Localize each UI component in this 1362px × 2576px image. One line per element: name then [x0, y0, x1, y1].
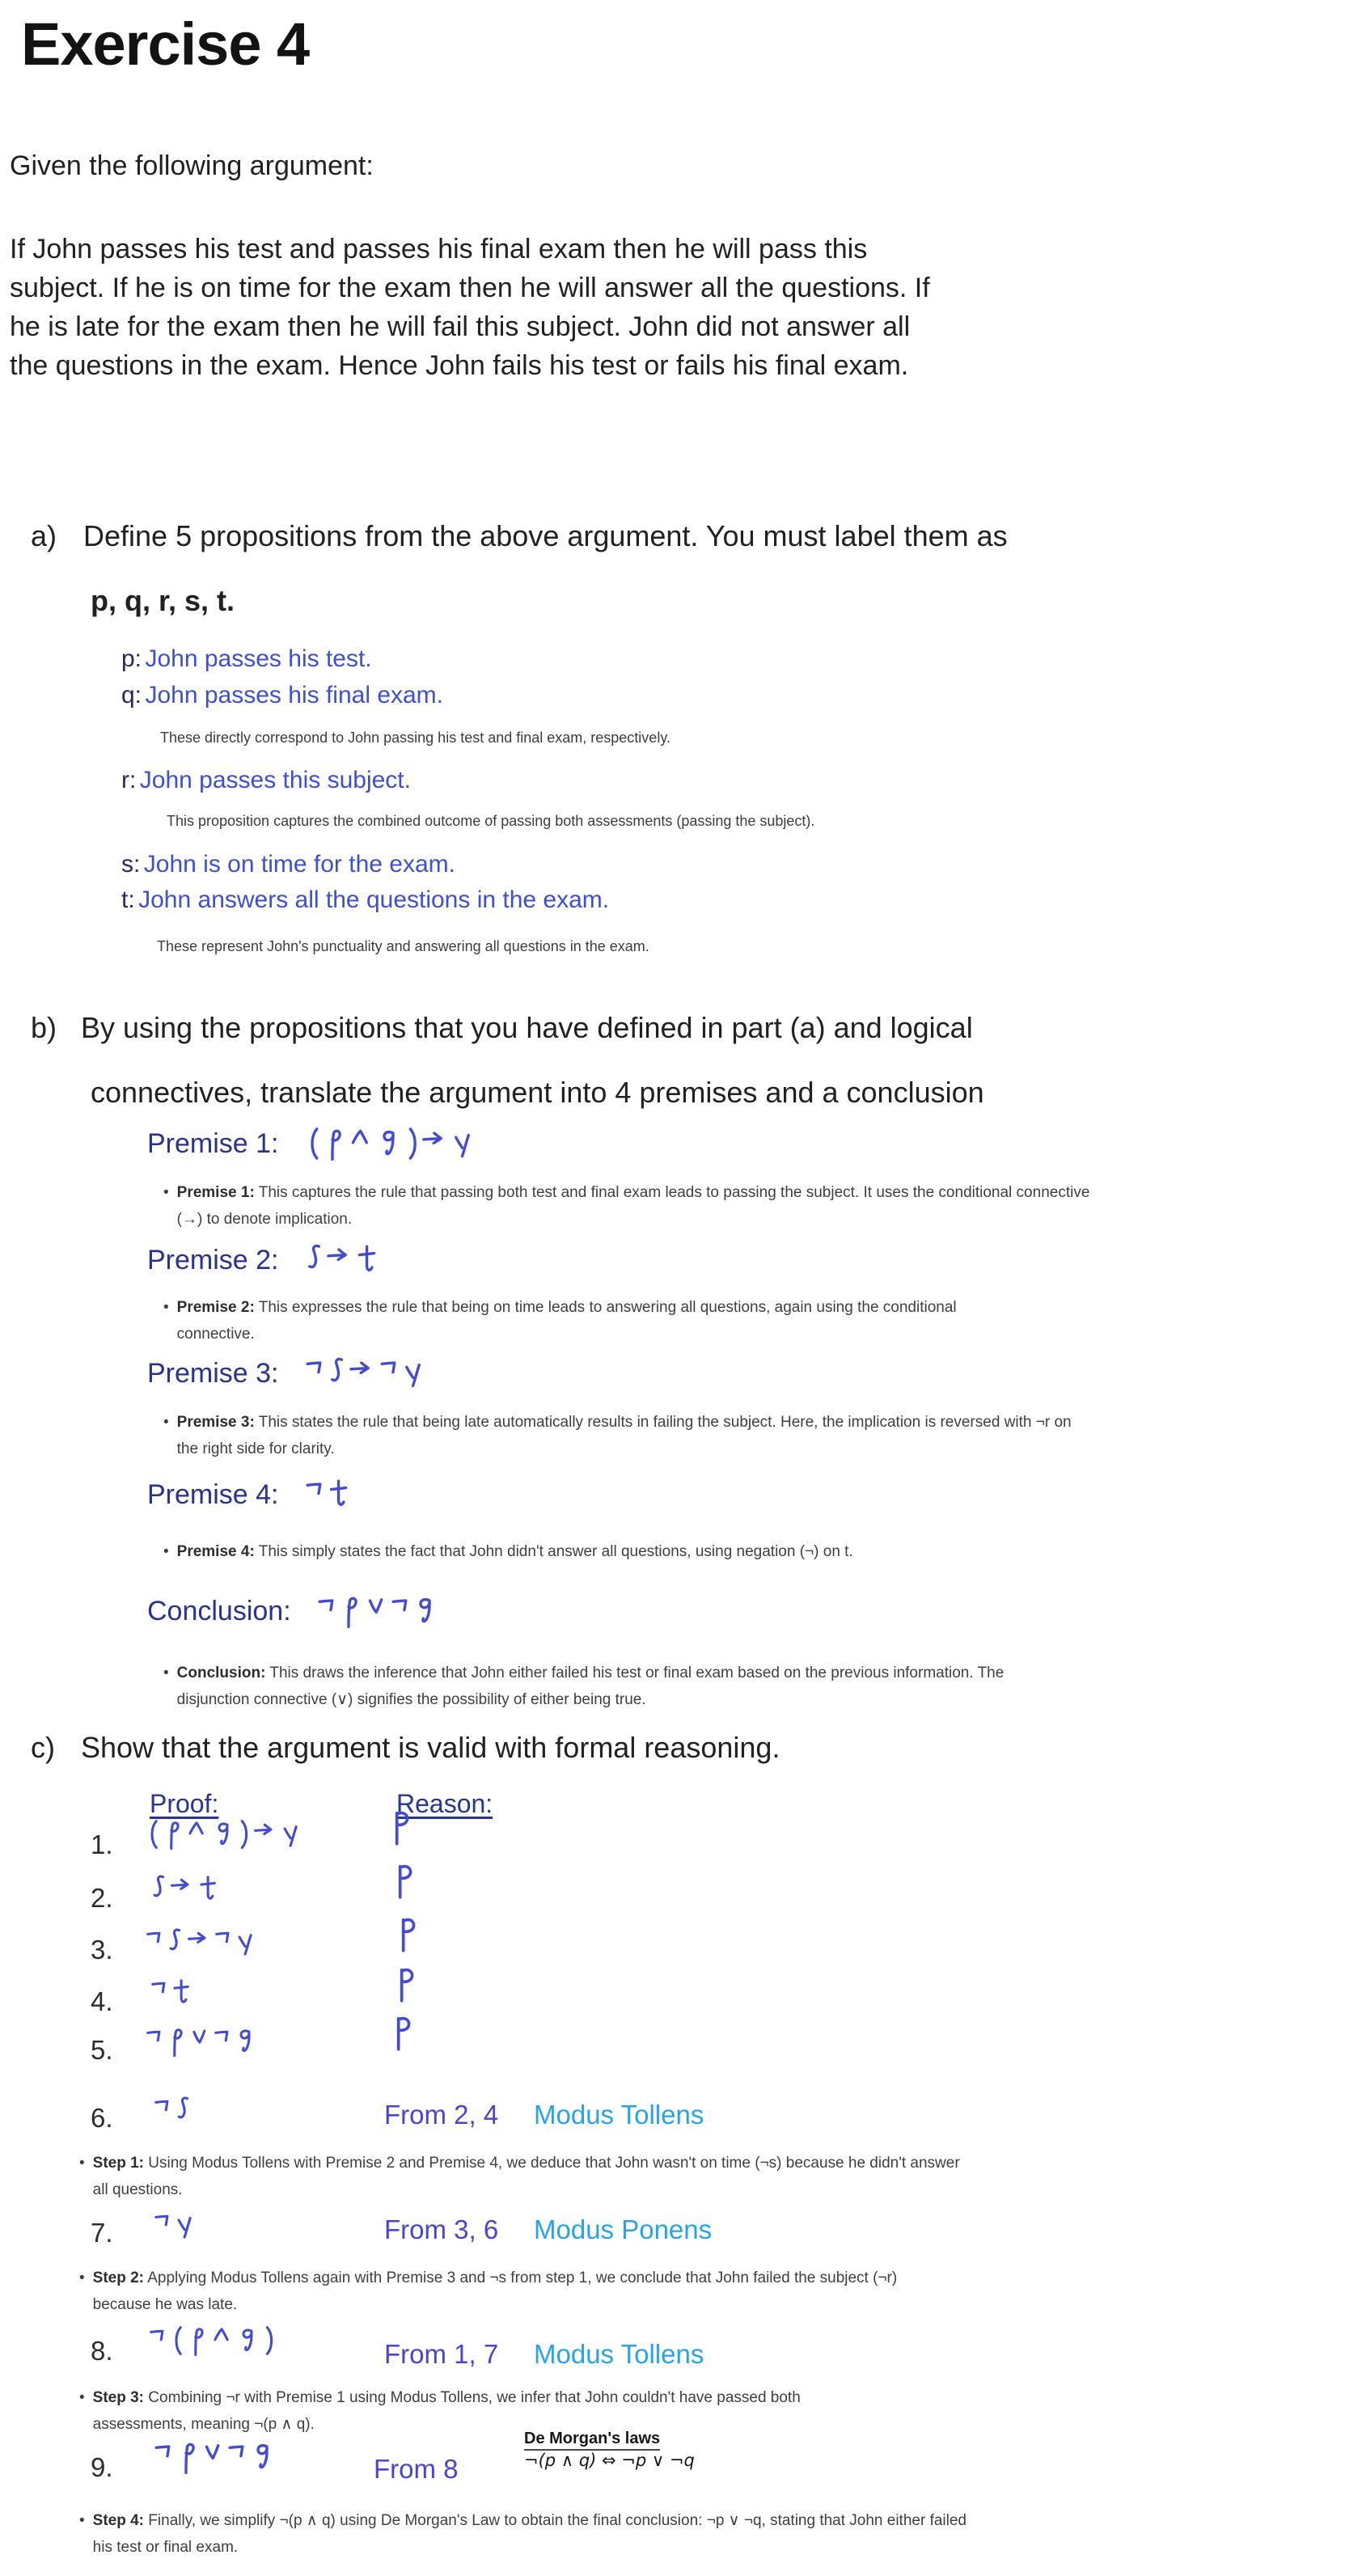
hw-glyph [235, 2324, 256, 2357]
bullet-marker: • [163, 1414, 169, 1431]
proof-row-5-reason [388, 2014, 416, 2053]
hw-glyph [252, 1818, 276, 1851]
proposition-r [121, 767, 411, 794]
proof-row-5-formula [144, 2025, 257, 2058]
conclusion-row [147, 1593, 438, 1629]
proposition-s-text: John is on time for the exam. [143, 851, 455, 878]
hw-glyph [168, 2324, 183, 2357]
part-a-label: a) [31, 519, 57, 552]
hw-glyph [233, 2025, 254, 2058]
hw-glyph [325, 1242, 351, 1278]
proof-row-1-reason [387, 1808, 414, 1847]
part-b-prompt-line1: By using the propositions that you have defined in part (a) and logical [81, 1011, 973, 1044]
hw-glyph [176, 2439, 199, 2475]
proof-row-1-num: 1. [91, 1829, 113, 1859]
hw-glyph [400, 1356, 422, 1391]
hw-glyph [303, 1356, 324, 1391]
premise-3-note-text: Premise 3: This states the rule that being late automatically results in failing the subject. Here, the implication is reversed with ¬r on the right side for clarity. [176, 1414, 1072, 1457]
premise-3-formula [303, 1356, 426, 1391]
proof-row-3-reason [393, 1915, 421, 1954]
hw-glyph [303, 1126, 319, 1161]
hw-glyph [354, 1242, 376, 1278]
proof-row-4-num: 4. [91, 1986, 113, 2016]
note-pq: These directly correspond to John passing his test and final exam, respectively. [160, 730, 670, 746]
premise-3-row [147, 1356, 426, 1391]
conclusion-label: Conclusion: [147, 1595, 291, 1626]
hw-glyph [211, 1818, 232, 1851]
hw-glyph [322, 1126, 345, 1161]
step-4-note [79, 2507, 985, 2561]
bullet-marker: • [163, 1184, 169, 1201]
hw-glyph [402, 1126, 417, 1161]
hw-glyph [348, 1126, 372, 1161]
conclusion-formula [315, 1593, 438, 1629]
proof-row-2-num: 2. [91, 1883, 113, 1913]
hw-glyph [412, 1593, 435, 1629]
proposition-s-label: s: [121, 851, 141, 878]
hw-glyph [378, 1356, 398, 1391]
proposition-p-text: John passes his test. [145, 645, 372, 672]
bullet-marker: • [163, 1664, 169, 1681]
premise-2-note-text: Premise 2: This expresses the rule that being on time leads to answering all questions, again using the conditional connective. [176, 1299, 957, 1343]
proof-row-8-formula [147, 2324, 277, 2357]
hw-glyph [165, 1927, 182, 1959]
premise-3-label: Premise 3: [147, 1357, 279, 1389]
bullet-marker: • [163, 1299, 169, 1316]
proposition-q-label: q: [121, 682, 142, 709]
proof-row-7-from: From 3, 6 [384, 2214, 499, 2244]
hw-glyph [197, 1873, 217, 1906]
hw-glyph [152, 2439, 172, 2475]
proof-row-7-num: 7. [91, 2218, 113, 2248]
proposition-t [121, 886, 609, 914]
hw-glyph [210, 2324, 232, 2357]
proof-row-4-reason [391, 1965, 419, 2004]
part-c-label: c) [31, 1731, 55, 1764]
page-title: Exercise 4 [21, 11, 310, 78]
conclusion-note [163, 1660, 1029, 1713]
step-4-text: Step 4: Finally, we simplify ¬(p ∧ q) using De Morgan's Law to obtain the final conclusion: ¬p ∨ ¬q, stating that John either failed his test or final exam. [92, 2512, 967, 2556]
reason-header: Reason: [396, 1789, 493, 1818]
proof-row-6-from: From 2, 4 [384, 2100, 499, 2130]
proposition-t-label: t: [121, 886, 135, 913]
proposition-s [121, 851, 455, 878]
premise-1-note [163, 1179, 1093, 1233]
premise-3-note [163, 1409, 1081, 1462]
proof-row-9-formula [152, 2439, 275, 2475]
hw-glyph [186, 1927, 209, 1959]
bullet-marker: • [79, 2389, 85, 2406]
part-b-label: b) [31, 1011, 57, 1044]
step-1-note [79, 2150, 977, 2203]
proof-row-1-formula [144, 1818, 302, 1851]
hw-glyph [170, 1977, 190, 2009]
hw-glyph [162, 1818, 183, 1851]
step-3-text: Step 3: Combining ¬r with Premise 1 using Modus Tollens, we infer that John couldn't have passed both assessments, meaning ¬(p ∧ q). [92, 2389, 801, 2433]
hw-glyph [152, 2210, 170, 2242]
hw-glyph [144, 1927, 162, 1959]
proof-row-2-formula [149, 1873, 219, 1906]
hw-glyph [303, 1242, 322, 1278]
proof-row-2-reason [390, 1862, 417, 1901]
note-st: These represent John's punctuality and answering all questions in the exam. [157, 938, 649, 954]
proof-header: Proof: [150, 1789, 219, 1818]
proof-row-6-rule: Modus Tollens [534, 2100, 704, 2130]
hw-glyph [375, 1126, 399, 1161]
proof-row-4-formula [149, 1977, 193, 2009]
step-3-note [79, 2384, 872, 2438]
premise-2-row [147, 1242, 379, 1278]
de-morgan-block [524, 2430, 695, 2470]
premise-4-note-text: Premise 4: This simply states the fact that John didn't answer all questions, using negation (¬) on t. [176, 1543, 853, 1560]
argument-line-3: he is late for the exam then he will fail this subject. John did not answer all [10, 311, 911, 342]
step-2-text: Step 2: Applying Modus Tollens again with Premise 3 and ¬s from step 1, we conclude that John failed the subject (¬r) because he was late. [92, 2269, 898, 2313]
proposition-p-label: p: [121, 645, 142, 672]
hw-glyph [260, 2324, 274, 2357]
hw-glyph [147, 2324, 165, 2357]
intro-text: Given the following argument: [10, 150, 374, 181]
hw-glyph [391, 1965, 416, 2004]
step-1-text: Step 1: Using Modus Tollens with Premise 2 and Premise 4, we deduce that John wasn't on time (¬s) because he didn't answer all questions. [92, 2155, 960, 2198]
proposition-q [121, 682, 443, 709]
premise-2-formula [303, 1242, 380, 1278]
hw-glyph [189, 2025, 209, 2058]
hw-glyph [387, 1808, 411, 1847]
proof-row-8-num: 8. [91, 2336, 113, 2366]
part-a-prompt-line1: Define 5 propositions from the above argument. You must label them as [83, 519, 1008, 552]
hw-glyph [234, 1927, 254, 1959]
premise-4-label: Premise 4: [147, 1478, 279, 1510]
premise-2-note [163, 1294, 1005, 1347]
proof-row-3-formula [144, 1927, 257, 1959]
hw-glyph [169, 1873, 192, 1906]
hw-glyph [173, 2095, 190, 2127]
hw-glyph [201, 2439, 222, 2475]
hw-glyph [338, 1593, 362, 1629]
hw-glyph [186, 2324, 207, 2357]
hw-glyph [149, 1873, 166, 1906]
proof-row-6-num: 6. [91, 2103, 113, 2133]
proof-row-7-rule: Modus Ponens [534, 2214, 713, 2244]
proof-row-8-from: From 1, 7 [384, 2339, 499, 2369]
argument-line-2: subject. If he is on time for the exam then he will answer all the questions. If [10, 273, 930, 303]
hw-glyph [326, 1356, 345, 1391]
hw-glyph [421, 1126, 446, 1161]
bullet-marker: • [79, 2269, 85, 2286]
step-2-note [79, 2265, 945, 2318]
hw-glyph [173, 2210, 193, 2242]
hw-glyph [235, 1818, 249, 1851]
hw-glyph [303, 1477, 324, 1512]
part-b-prompt-line2: connectives, translate the argument into 4 premises and a conclusion [91, 1076, 984, 1109]
proof-row-7-formula [152, 2210, 197, 2242]
bullet-marker: • [79, 2512, 85, 2529]
proposition-q-text: John passes his final exam. [145, 682, 444, 709]
hw-glyph [144, 1818, 159, 1851]
argument-line-1: If John passes his test and passes his final exam then he will pass this [10, 234, 868, 264]
hw-glyph [149, 1977, 167, 2009]
proposition-p [121, 645, 372, 673]
proposition-r-label: r: [121, 767, 137, 793]
hw-glyph [249, 2439, 273, 2475]
hw-glyph [348, 1356, 374, 1391]
premise-1-formula [303, 1126, 476, 1161]
hw-glyph [365, 1593, 386, 1629]
de-morgan-title: De Morgan's laws [524, 2430, 660, 2451]
hw-glyph [279, 1818, 299, 1851]
proof-row-3-num: 3. [91, 1935, 113, 1965]
proof-row-9-from: From 8 [374, 2454, 459, 2484]
hw-glyph [393, 1915, 417, 1954]
hw-glyph [185, 1818, 207, 1851]
premise-1-note-text: Premise 1: This captures the rule that passing both test and final exam leads to passing the subject. It uses the conditional connective (→) to denote implication. [176, 1184, 1090, 1228]
proof-row-6-formula [152, 2095, 194, 2127]
premise-4-formula [303, 1477, 352, 1512]
de-morgan-formula: ¬(p ∧ q) ⇔ ¬p ∨ ¬q [524, 2451, 695, 2470]
proposition-t-text: John answers all the questions in the exam. [138, 886, 610, 913]
hw-glyph [450, 1126, 472, 1161]
premise-2-label: Premise 2: [147, 1244, 279, 1275]
hw-glyph [315, 1593, 336, 1629]
hw-glyph [389, 1593, 409, 1629]
argument-paragraph [10, 230, 930, 385]
premise-4-row [147, 1477, 351, 1512]
premise-4-note [163, 1538, 1174, 1565]
bullet-marker: • [79, 2155, 85, 2172]
premise-1-row [147, 1126, 476, 1161]
part-a-prompt-line2: p, q, r, s, t. [91, 584, 235, 617]
hw-glyph [390, 1862, 414, 1901]
hw-glyph [144, 2025, 162, 2058]
proof-row-9-num: 9. [91, 2452, 113, 2482]
hw-glyph [212, 2025, 230, 2058]
part-c-prompt: Show that the argument is valid with formal reasoning. [81, 1731, 780, 1764]
argument-line-4: the questions in the exam. Hence John fails his test or fails his final exam. [10, 350, 909, 381]
proposition-r-text: John passes this subject. [139, 767, 411, 793]
hw-glyph [165, 2025, 186, 2058]
hw-glyph [152, 2095, 170, 2127]
proof-row-8-rule: Modus Tollens [534, 2339, 704, 2369]
hw-glyph [226, 2439, 246, 2475]
proof-row-5-num: 5. [91, 2035, 113, 2065]
conclusion-note-text: Conclusion: This draws the inference that John either failed his test or final exam based on the previous information. The disjunction connective (∨) signifies the possibility of either being true. [176, 1664, 1005, 1708]
hw-glyph [326, 1477, 348, 1512]
note-r: This proposition captures the combined outcome of passing both assessments (passing the subject). [167, 813, 815, 829]
bullet-marker: • [163, 1543, 169, 1560]
premise-1-label: Premise 1: [147, 1127, 279, 1159]
hw-glyph [388, 2014, 412, 2053]
hw-glyph [213, 1927, 231, 1959]
